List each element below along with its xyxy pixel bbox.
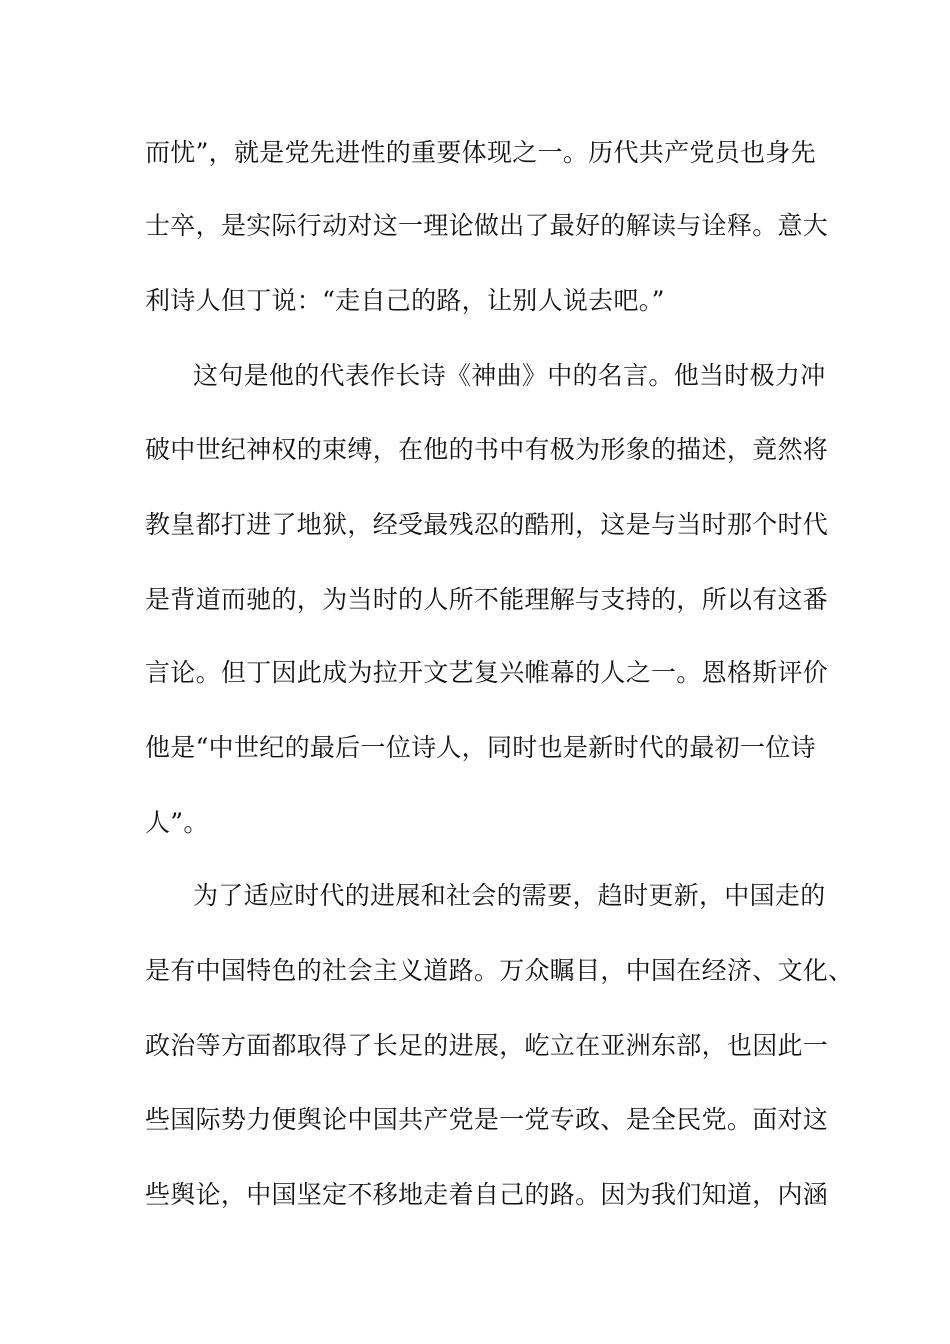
text-line: 教皇都打进了地狱，经受最残忍的酷刑，这是与当时那个时代 [145,510,829,539]
text-line: 人”。 [145,808,209,837]
text-line: 士卒，是实际行动对这一理论做出了最好的解读与诠释。意大 [145,211,829,240]
text-line: 而忧”，就是党先进性的重要体现之一。历代共产党员也身先 [145,138,816,167]
text-line: 政治等方面都取得了长足的进展，屹立在亚洲东部，也因此一 [145,1031,829,1060]
text-line: 是背道而驰的，为当时的人所不能理解与支持的，所以有这番 [145,585,829,614]
paragraph-first-line: 这句是他的代表作长诗《神曲》中的名言。他当时极力冲 [193,361,826,390]
text-line: 些国际势力便舆论中国共产党是一党专政、是全民党。面对这 [145,1105,829,1134]
text-line: 利诗人但丁说：“走自己的路，让别人说去吧。” [145,286,665,315]
text-line: 破中世纪神权的束缚，在他的书中有极为形象的描述，竟然将 [145,435,829,464]
paragraph-first-line: 为了适应时代的进展和社会的需要，趋时更新，中国走的 [193,881,826,910]
text-line: 言论。但丁因此成为拉开文艺复兴帷幕的人之一。恩格斯评价 [145,658,829,687]
text-line: 他是“中世纪的最后一位诗人，同时也是新时代的最初一位诗 [145,733,816,762]
text-line: 些舆论，中国坚定不移地走着自己的路。因为我们知道，内涵 [145,1180,829,1209]
text-line: 是有中国特色的社会主义道路。万众瞩目，中国在经济、文化、 [145,956,854,985]
